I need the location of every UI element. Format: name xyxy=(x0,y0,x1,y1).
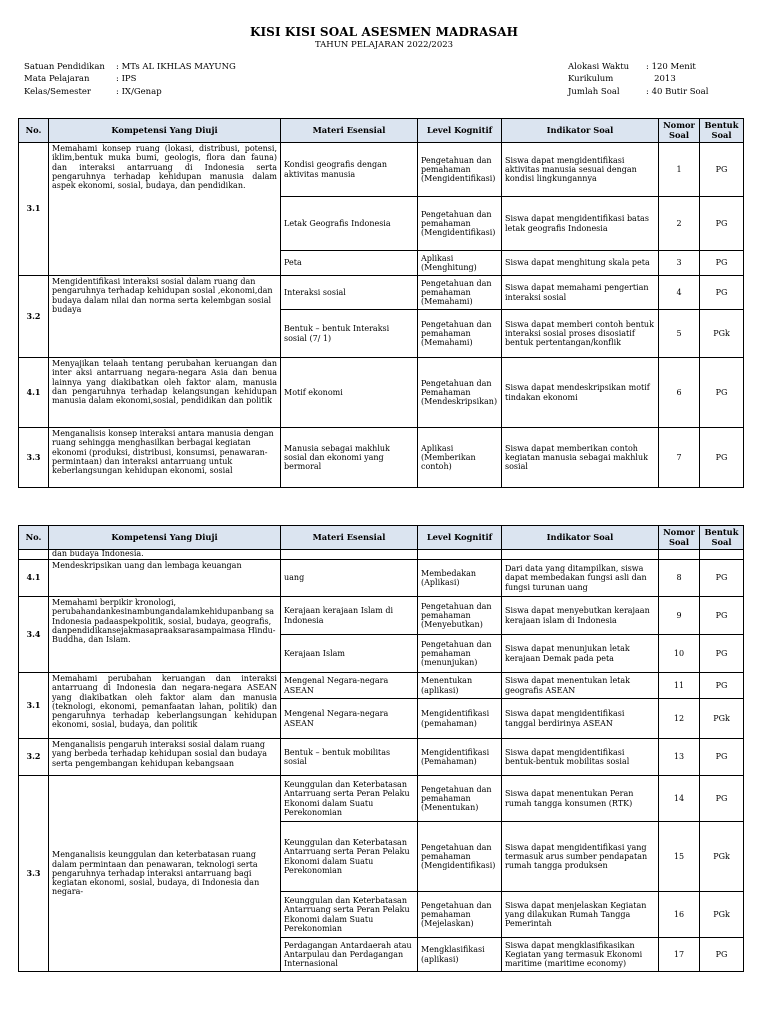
nomor-cell: 3 xyxy=(659,251,700,276)
no-cell: 3.4 xyxy=(19,597,49,673)
meta-value: 2013 xyxy=(646,74,676,85)
materi-cell: Peta xyxy=(281,251,418,276)
materi-cell: Keunggulan dan Keterbatasan Antarruang serta Peran Pelaku Ekonomi dalam Suatu Perekonomian xyxy=(281,776,418,822)
materi-cell: Keunggulan dan Keterbatasan Antarruang serta Peran Pelaku Ekonomi dalam Suatu Perekonomian xyxy=(281,822,418,892)
indikator-cell: Siswa dapat mengidentifikasi bentuk-bentuk mobilitas sosial xyxy=(502,739,659,776)
bentuk-cell: PG xyxy=(700,635,744,673)
meta-label: Jumlah Soal xyxy=(568,86,620,97)
nomor-cell: 6 xyxy=(659,358,700,428)
materi-cell: Kerajaan Islam xyxy=(281,635,418,673)
meta-label: Kelas/Semester xyxy=(24,86,91,97)
column-header-kompetensi: Kompetensi Yang Diuji xyxy=(49,119,281,143)
meta-kelas-semester xyxy=(24,86,236,98)
nomor-cell: 2 xyxy=(659,197,700,251)
indikator-cell: Siswa dapat mengidentifikasi aktivitas manusia sesuai dengan kondisi lingkungannya xyxy=(502,143,659,197)
kompetensi-cell: Menganalisis pengaruh interaksi sosial dalam ruang yang berbeda terhadap kehidupan sosial dan budaya serta pengembangan kehidupan kebangsaan xyxy=(49,739,281,776)
indikator-cell: Siswa dapat memahami pengertian interaksi sosial xyxy=(502,276,659,310)
column-header-bentuk: Bentuk Soal xyxy=(700,119,744,143)
column-header-bentuk: Bentuk Soal xyxy=(700,526,744,550)
bentuk-cell: PGk xyxy=(700,822,744,892)
kompetensi-cell: Menyajikan telaah tentang perubahan keruangan dan inter aksi antarruang negara-negara Asia dan benua lainnya yang diakibatkan oleh faktor alam, manusia dan pengaruhnya terhadap kelangsungan kehidupan manusia dalam ekonomi,sosial, pendidikan dan politik xyxy=(49,358,281,428)
no-cell: 3.1 xyxy=(19,673,49,739)
kompetensi-cell: dan budaya Indonesia. xyxy=(49,550,281,560)
no-cell: 4.1 xyxy=(19,560,49,597)
no-cell: 3.2 xyxy=(19,739,49,776)
level-cell: Aplikasi (Memberikan contoh) xyxy=(418,428,502,488)
level-cell: Mengklasifikasi (aplikasi) xyxy=(418,938,502,972)
bentuk-cell: PG xyxy=(700,673,744,699)
level-cell: Pengetahuan dan pemahaman (Memahami) xyxy=(418,276,502,310)
level-cell: Pengetahuan dan pemahaman (Mengidentifikasi) xyxy=(418,822,502,892)
column-header-no: No. xyxy=(19,119,49,143)
kompetensi-cell: Menganalisis konsep interaksi antara manusia dengan ruang sehingga menghasilkan berbagai kegiatan ekonomi (produksi, distribusi, konsumsi, penawaran- permintaan) dan interaksi antarruang untuk keberlangsungan kehidupan ekonomi, sosial xyxy=(49,428,281,488)
meta-value: : IPS xyxy=(116,74,137,85)
meta-right xyxy=(568,61,708,98)
column-header-materi: Materi Esensial xyxy=(281,119,418,143)
meta-kurikulum xyxy=(568,73,708,85)
indikator-cell: Siswa dapat mendeskripsikan motif tindakan ekonomi xyxy=(502,358,659,428)
kompetensi-cell: Mendeskripsikan uang dan lembaga keuangan xyxy=(49,560,281,597)
meta-value: : 40 Butir Soal xyxy=(646,86,709,97)
nomor-cell: 9 xyxy=(659,597,700,635)
kompetensi-cell: Memahami berpikir kronologi, perubahandankesinambungandalamkehidupanbang sa Indonesia padaaspekpolitik, sosial, budaya, geografis, danpendidikansejakmasapraaksarasampaimasa Hindu-Buddha, dan Islam. xyxy=(49,597,281,673)
bentuk-cell: PG xyxy=(700,276,744,310)
bentuk-cell: PGk xyxy=(700,892,744,938)
column-header-indikator: Indikator Soal xyxy=(502,119,659,143)
materi-cell: Bentuk – bentuk Interaksi sosial (7/ 1) xyxy=(281,310,418,358)
bentuk-cell: PG xyxy=(700,597,744,635)
level-cell: Aplikasi (Menghitung) xyxy=(418,251,502,276)
materi-cell: Kondisi geografis dengan aktivitas manusia xyxy=(281,143,418,197)
nomor-cell: 11 xyxy=(659,673,700,699)
level-cell: Pengetahuan dan pemahaman (Memahami) xyxy=(418,310,502,358)
column-header-nomor: Nomor Soal xyxy=(659,119,700,143)
kompetensi-cell: Memahami konsep ruang (lokasi, distribusi, potensi, iklim,bentuk muka bumi, geologis, flora dan fauna) dan interaksi antarruang di Indonesia serta pengaruhnya terhadap kehidupan manusia dalam aspek ekonomi, sosial, budaya, dan pendidikan. xyxy=(49,143,281,276)
bentuk-cell: PG xyxy=(700,358,744,428)
level-cell: Pengetahuan dan pemahaman (Mengidentifikasi) xyxy=(418,143,502,197)
no-cell xyxy=(19,550,49,560)
level-cell: Membedakan (Aplikasi) xyxy=(418,560,502,597)
kisi-table-1 xyxy=(18,118,744,488)
table-header-row xyxy=(19,526,744,550)
materi-cell: Mengenal Negara-negara ASEAN xyxy=(281,699,418,739)
table-header-row xyxy=(19,119,744,143)
indikator-cell: Siswa dapat mengklasifikasikan Kegiatan yang termasuk Ekonomi maritime (maritime economy) xyxy=(502,938,659,972)
column-header-indikator: Indikator Soal xyxy=(502,526,659,550)
table-row xyxy=(19,597,744,635)
nomor-cell: 10 xyxy=(659,635,700,673)
indikator-cell: Siswa dapat mengidentifikasi tanggal berdirinya ASEAN xyxy=(502,699,659,739)
bentuk-cell: PG xyxy=(700,560,744,597)
no-cell: 4.1 xyxy=(19,358,49,428)
materi-cell: Keunggulan dan Keterbatasan Antarruang serta Peran Pelaku Ekonomi dalam Suatu Perekonomian xyxy=(281,892,418,938)
column-header-nomor: Nomor Soal xyxy=(659,526,700,550)
indikator-cell: Siswa dapat menunjukan letak kerajaan Demak pada peta xyxy=(502,635,659,673)
kompetensi-cell: Memahami perubahan keruangan dan interaksi antarruang di Indonesia dan negara-negara ASEAN yang diakibatkan oleh faktor alam dan manusia (teknologi, ekonomi, pemanfaatan lahan, politik) dan pengaruhnya terhadap keberlangsungan kehidupan ekonomi, sosial, budaya, dan politik xyxy=(49,673,281,739)
level-cell: Pengetahuan dan pemahaman (Mengidentifikasi) xyxy=(418,197,502,251)
meta-label: Mata Pelajaran xyxy=(24,74,90,85)
indikator-cell: Siswa dapat menentukan Peran rumah tangga konsumen (RTK) xyxy=(502,776,659,822)
indikator-cell: Siswa dapat mengidentifikasi batas letak geografis Indonesia xyxy=(502,197,659,251)
materi-cell: Manusia sebagai makhluk sosial dan ekonomi yang bermoral xyxy=(281,428,418,488)
materi-cell: Letak Geografis Indonesia xyxy=(281,197,418,251)
materi-cell: Bentuk – bentuk mobilitas sosial xyxy=(281,739,418,776)
column-header-no: No. xyxy=(19,526,49,550)
table-row xyxy=(19,739,744,776)
nomor-cell: 12 xyxy=(659,699,700,739)
materi-cell: Perdagangan Antardaerah atau Antarpulau dan Perdagangan Internasional xyxy=(281,938,418,972)
table-row xyxy=(19,776,744,822)
bentuk-cell: PG xyxy=(700,197,744,251)
indikator-cell xyxy=(502,550,659,560)
materi-cell: Mengenal Negara-negara ASEAN xyxy=(281,673,418,699)
bentuk-cell: PG xyxy=(700,938,744,972)
no-cell: 3.2 xyxy=(19,276,49,358)
meta-value: : 120 Menit xyxy=(646,62,696,72)
table-row xyxy=(19,143,744,197)
column-header-level: Level Kognitif xyxy=(418,526,502,550)
indikator-cell: Siswa dapat menjelaskan Kegiatan yang dilakukan Rumah Tangga Pemerintah xyxy=(502,892,659,938)
meta-left xyxy=(24,61,236,98)
table-row xyxy=(19,673,744,699)
document-title: KISI KISI SOAL ASESMEN MADRASAH xyxy=(249,25,519,39)
indikator-cell: Siswa dapat menyebutkan kerajaan kerajaan islam di Indonesia xyxy=(502,597,659,635)
nomor-cell: 4 xyxy=(659,276,700,310)
nomor-cell xyxy=(659,550,700,560)
level-cell xyxy=(418,550,502,560)
table-row xyxy=(19,358,744,428)
bentuk-cell: PG xyxy=(700,739,744,776)
nomor-cell: 7 xyxy=(659,428,700,488)
no-cell: 3.3 xyxy=(19,428,49,488)
nomor-cell: 15 xyxy=(659,822,700,892)
indikator-cell: Dari data yang ditampilkan, siswa dapat membedakan fungsi asli dan fungsi turunan uang xyxy=(502,560,659,597)
meta-jumlah-soal xyxy=(568,86,708,98)
bentuk-cell xyxy=(700,550,744,560)
indikator-cell: Siswa dapat memberi contoh bentuk interaksi sosial proses disosiatif bentuk pertentangan/konflik xyxy=(502,310,659,358)
nomor-cell: 1 xyxy=(659,143,700,197)
table-row xyxy=(19,550,744,560)
bentuk-cell: PG xyxy=(700,428,744,488)
nomor-cell: 5 xyxy=(659,310,700,358)
table-row xyxy=(19,428,744,488)
meta-mata-pelajaran xyxy=(24,73,236,85)
kompetensi-cell: Menganalisis keunggulan dan keterbatasan ruang dalam permintaan dan penawaran, teknologi serta pengaruhnya terhadap interaksi antarruang bagi kegiatan ekonomi, sosial, budaya, di Indonesia dan negara- xyxy=(49,776,281,972)
meta-label: Kurikulum xyxy=(568,74,614,85)
level-cell: Mengidentifikasi (Pemahaman) xyxy=(418,739,502,776)
nomor-cell: 16 xyxy=(659,892,700,938)
meta-value: : IX/Genap xyxy=(116,86,162,97)
meta-label: Satuan Pendidikan xyxy=(24,62,105,72)
nomor-cell: 8 xyxy=(659,560,700,597)
nomor-cell: 14 xyxy=(659,776,700,822)
bentuk-cell: PGk xyxy=(700,699,744,739)
meta-label: Alokasi Waktu xyxy=(568,62,630,72)
nomor-cell: 13 xyxy=(659,739,700,776)
column-header-kompetensi: Kompetensi Yang Diuji xyxy=(49,526,281,550)
kisi-table-2 xyxy=(18,525,744,972)
meta-value: : MTs AL IKHLAS MAYUNG xyxy=(116,62,236,72)
kompetensi-cell: Mengidentifikasi interaksi sosial dalam ruang dan pengaruhnya terhadap kehidupan sosial ,ekonomi,dan budaya dalam nilai dan norma serta kelembgan sosial budaya xyxy=(49,276,281,358)
document-subtitle: TAHUN PELAJARAN 2022/2023 xyxy=(314,40,454,50)
materi-cell xyxy=(281,550,418,560)
level-cell: Pengetahuan dan Pemahaman (Mendeskripsikan) xyxy=(418,358,502,428)
indikator-cell: Siswa dapat menghitung skala peta xyxy=(502,251,659,276)
materi-cell: Kerajaan kerajaan Islam di Indonesia xyxy=(281,597,418,635)
bentuk-cell: PG xyxy=(700,143,744,197)
indikator-cell: Siswa dapat menentukan letak geografis ASEAN xyxy=(502,673,659,699)
indikator-cell: Siswa dapat mengidentifikasi yang termasuk arus sumber pendapatan rumah tangga produksen xyxy=(502,822,659,892)
meta-satuan-pendidikan xyxy=(24,61,236,73)
level-cell: Menentukan (aplikasi) xyxy=(418,673,502,699)
meta-alokasi-waktu xyxy=(568,61,708,73)
table-row xyxy=(19,560,744,597)
column-header-level: Level Kognitif xyxy=(418,119,502,143)
level-cell: Mengidentifikasi (pemahaman) xyxy=(418,699,502,739)
nomor-cell: 17 xyxy=(659,938,700,972)
level-cell: Pengetahuan dan pemahaman (Menyebutkan) xyxy=(418,597,502,635)
no-cell: 3.1 xyxy=(19,143,49,276)
indikator-cell: Siswa dapat memberikan contoh kegiatan manusia sebagai makhluk sosial xyxy=(502,428,659,488)
materi-cell: Motif ekonomi xyxy=(281,358,418,428)
bentuk-cell: PG xyxy=(700,251,744,276)
bentuk-cell: PGk xyxy=(700,310,744,358)
level-cell: Pengetahuan dan pemahaman (Menentukan) xyxy=(418,776,502,822)
table-row xyxy=(19,276,744,310)
no-cell: 3.3 xyxy=(19,776,49,972)
materi-cell: uang xyxy=(281,560,418,597)
materi-cell: Interaksi sosial xyxy=(281,276,418,310)
level-cell: Pengetahuan dan pemahaman (Mejelaskan) xyxy=(418,892,502,938)
column-header-materi: Materi Esensial xyxy=(281,526,418,550)
bentuk-cell: PG xyxy=(700,776,744,822)
level-cell: Pengetahuan dan pemahaman (menunjukan) xyxy=(418,635,502,673)
